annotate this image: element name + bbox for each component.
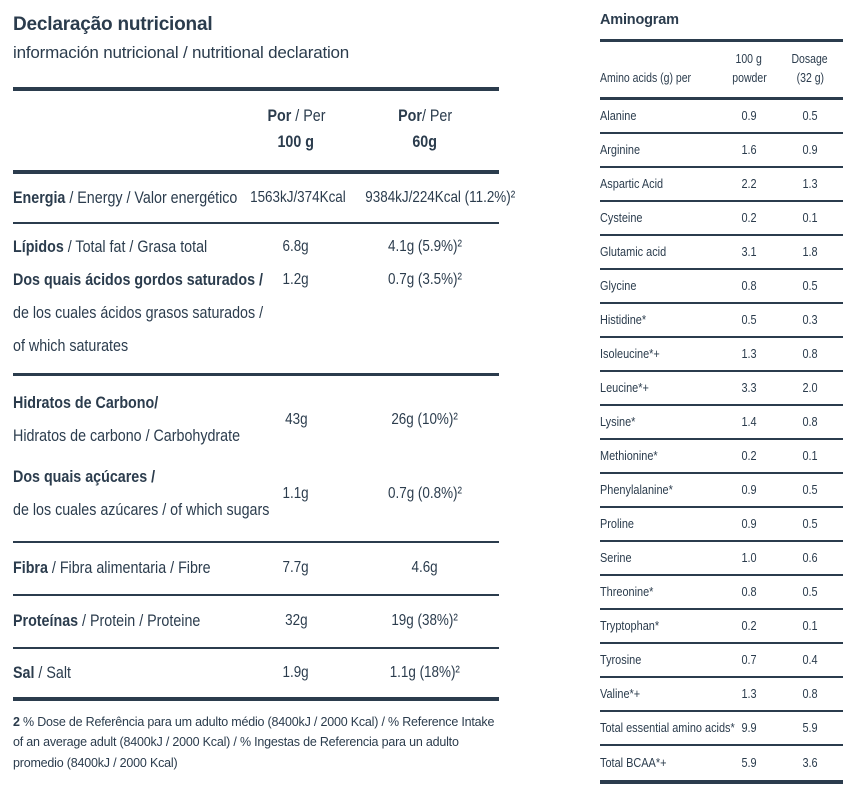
amino-acid-per-100g: 2.2 <box>741 176 757 191</box>
reference-intake-footnote: 2 % Dose de Referência para um adulto médio (8400kJ / 2000 Kcal) / % Reference Intake of an average adult (8400kJ / 2000 Kcal) / % Ingestas de Referencia para un adulto promedio (8400kJ / 2000 Kcal) <box>13 714 495 770</box>
row-total-fat <box>13 231 499 264</box>
saturates-per-60g: 0.7g (3.5%)² <box>388 271 462 289</box>
amino-acid-per-100g: 0.9 <box>741 108 757 123</box>
amino-acid-dose: 0.5 <box>802 108 818 123</box>
salt-label: Sal / Salt <box>13 662 71 682</box>
amino-acid-per-100g: 0.8 <box>741 584 757 599</box>
aminogram-header-dosage: Dosage (32 g) <box>791 52 829 85</box>
amino-acid-per-100g: 1.6 <box>741 142 757 157</box>
amino-acid-dose: 3.6 <box>802 755 818 770</box>
row-salt <box>13 649 499 701</box>
total-fat-per-100g: 6.8g <box>282 238 310 256</box>
sugars-per-60g: 0.7g (0.8%)² <box>388 484 462 502</box>
amino-acid-per-100g: 1.3 <box>741 346 757 361</box>
aminogram-row <box>600 338 843 372</box>
row-sugars <box>13 457 499 531</box>
amino-acid-name: Glycine <box>600 278 637 293</box>
amino-acid-per-100g: 1.0 <box>741 550 757 565</box>
carbohydrate-per-60g: 26g (10%)² <box>391 410 459 428</box>
amino-acid-name: Cysteine <box>600 210 643 225</box>
protein-per-60g: 19g (38%)² <box>391 612 459 630</box>
fibre-per-60g: 4.6g <box>411 559 439 577</box>
nutrition-title: Declaração nutricional <box>13 14 213 35</box>
amino-acid-name: Threonine* <box>600 584 654 599</box>
amino-acid-per-100g: 0.2 <box>741 210 757 225</box>
saturates-per-100g: 1.2g <box>282 271 310 289</box>
amino-acid-dose: 0.1 <box>802 448 818 463</box>
aminogram-row <box>600 678 843 712</box>
energy-per-60g: 9384kJ/224Kcal (11.2%)² <box>365 188 516 206</box>
aminogram-row <box>600 440 843 474</box>
amino-acid-name: Lysine* <box>600 414 636 429</box>
row-saturates <box>13 264 499 297</box>
amino-acid-name: Arginine <box>600 142 641 157</box>
aminogram-row <box>600 644 843 678</box>
amino-acid-per-100g: 3.3 <box>741 380 757 395</box>
aminogram-row <box>600 474 843 508</box>
amino-acid-name: Serine <box>600 550 632 565</box>
aminogram-row <box>600 508 843 542</box>
aminogram-header-powder: 100 g powder <box>731 52 767 85</box>
aminogram-header-label: Amino acids (g) per <box>600 70 692 85</box>
aminogram-row <box>600 372 843 406</box>
amino-acid-dose: 0.6 <box>802 550 818 565</box>
aminogram-row <box>600 712 843 746</box>
amino-acid-dose: 0.5 <box>802 278 818 293</box>
aminogram-panel <box>600 12 843 784</box>
protein-label: Proteínas / Protein / Proteine <box>13 611 201 631</box>
fibre-label: Fibra / Fibra alimentaria / Fibre <box>13 558 211 578</box>
aminogram-row <box>600 168 843 202</box>
column-header-per-100g: Por / Per 100 g <box>267 106 325 152</box>
saturates-label: Dos quais ácidos gordos saturados / <box>13 270 263 290</box>
amino-acid-name: Alanine <box>600 108 637 123</box>
amino-acid-per-100g: 1.3 <box>741 686 757 701</box>
amino-acid-dose: 1.3 <box>802 176 818 191</box>
amino-acid-dose: 2.0 <box>802 380 818 395</box>
amino-acid-dose: 0.8 <box>802 686 818 701</box>
amino-acid-per-100g: 5.9 <box>741 755 757 770</box>
amino-acid-per-100g: 1.4 <box>741 414 757 429</box>
column-header-per-60g: Por/ Per 60g <box>398 106 452 152</box>
energy-label: Energia / Energy / Valor energético <box>13 187 238 207</box>
section-fat <box>13 224 499 376</box>
salt-per-100g: 1.9g <box>282 663 310 681</box>
aminogram-row <box>600 746 843 780</box>
aminogram-row <box>600 576 843 610</box>
total-fat-label: Lípidos / Total fat / Grasa total <box>13 237 208 257</box>
amino-acid-name: Proline <box>600 516 634 531</box>
amino-acid-name: Aspartic Acid <box>600 176 664 191</box>
amino-acid-name: Total essential amino acids* <box>600 720 735 735</box>
nutrition-column-headers <box>13 87 499 174</box>
amino-acid-dose: 0.1 <box>802 618 818 633</box>
amino-acid-per-100g: 3.1 <box>741 244 757 259</box>
total-fat-per-60g: 4.1g (5.9%)² <box>388 238 462 256</box>
saturates-label-es: de los cuales ácidos grasos saturados / <box>13 303 264 323</box>
amino-acid-dose: 0.8 <box>802 414 818 429</box>
amino-acid-name: Histidine* <box>600 312 647 327</box>
amino-acid-per-100g: 0.7 <box>741 652 757 667</box>
aminogram-row <box>600 202 843 236</box>
amino-acid-dose: 0.5 <box>802 584 818 599</box>
aminogram-row <box>600 236 843 270</box>
amino-acid-per-100g: 0.5 <box>741 312 757 327</box>
amino-acid-name: Valine*+ <box>600 686 641 701</box>
amino-acid-name: Glutamic acid <box>600 244 667 259</box>
sugars-label: Dos quais açúcares / de los cuales azúcares / of which sugars <box>13 467 270 520</box>
row-fibre <box>13 543 499 596</box>
amino-acid-per-100g: 0.9 <box>741 482 757 497</box>
amino-acid-name: Phenylalanine* <box>600 482 673 497</box>
row-energy <box>13 174 516 224</box>
carbohydrate-label: Hidratos de Carbono/ Hidratos de carbono / Carbohydrate <box>13 393 241 446</box>
nutrition-declaration-panel <box>13 14 516 774</box>
amino-acid-per-100g: 0.2 <box>741 448 757 463</box>
aminogram-title: Aminogram <box>600 12 843 42</box>
amino-acid-dose: 0.9 <box>802 142 818 157</box>
amino-acid-per-100g: 0.2 <box>741 618 757 633</box>
fibre-per-100g: 7.7g <box>282 559 310 577</box>
amino-acid-dose: 5.9 <box>802 720 818 735</box>
amino-acid-dose: 0.1 <box>802 210 818 225</box>
protein-per-100g: 32g <box>284 612 308 630</box>
amino-acid-per-100g: 9.9 <box>741 720 757 735</box>
amino-acid-dose: 0.5 <box>802 516 818 531</box>
section-carbohydrate <box>13 376 499 543</box>
aminogram-row <box>600 100 843 134</box>
aminogram-column-headers <box>600 42 843 100</box>
amino-acid-dose: 0.8 <box>802 346 818 361</box>
carbohydrate-per-100g: 43g <box>284 410 308 428</box>
amino-acid-name: Tryptophan* <box>600 618 660 633</box>
aminogram-row <box>600 134 843 168</box>
aminogram-rows <box>600 100 843 784</box>
salt-per-60g: 1.1g (18%)² <box>389 663 461 681</box>
aminogram-row <box>600 610 843 644</box>
amino-acid-name: Tyrosine <box>600 652 642 667</box>
nutrition-subtitle: información nutricional / nutritional declaration <box>13 43 350 62</box>
aminogram-row <box>600 304 843 338</box>
amino-acid-name: Methionine* <box>600 448 658 463</box>
amino-acid-name: Total BCAA*+ <box>600 755 667 770</box>
column-header-spacer <box>13 103 241 156</box>
amino-acid-dose: 0.5 <box>802 482 818 497</box>
amino-acid-per-100g: 0.8 <box>741 278 757 293</box>
amino-acid-per-100g: 0.9 <box>741 516 757 531</box>
aminogram-row <box>600 406 843 440</box>
aminogram-row <box>600 270 843 304</box>
amino-acid-dose: 1.8 <box>802 244 818 259</box>
sugars-per-100g: 1.1g <box>282 484 310 502</box>
amino-acid-dose: 0.4 <box>802 652 818 667</box>
row-protein <box>13 596 499 649</box>
amino-acid-name: Isoleucine*+ <box>600 346 660 361</box>
amino-acid-dose: 0.3 <box>802 312 818 327</box>
saturates-label-en: of which saturates <box>13 336 129 356</box>
row-carbohydrate <box>13 383 499 457</box>
amino-acid-name: Leucine*+ <box>600 380 649 395</box>
energy-per-100g: 1563kJ/374Kcal <box>250 188 346 206</box>
aminogram-row <box>600 542 843 576</box>
